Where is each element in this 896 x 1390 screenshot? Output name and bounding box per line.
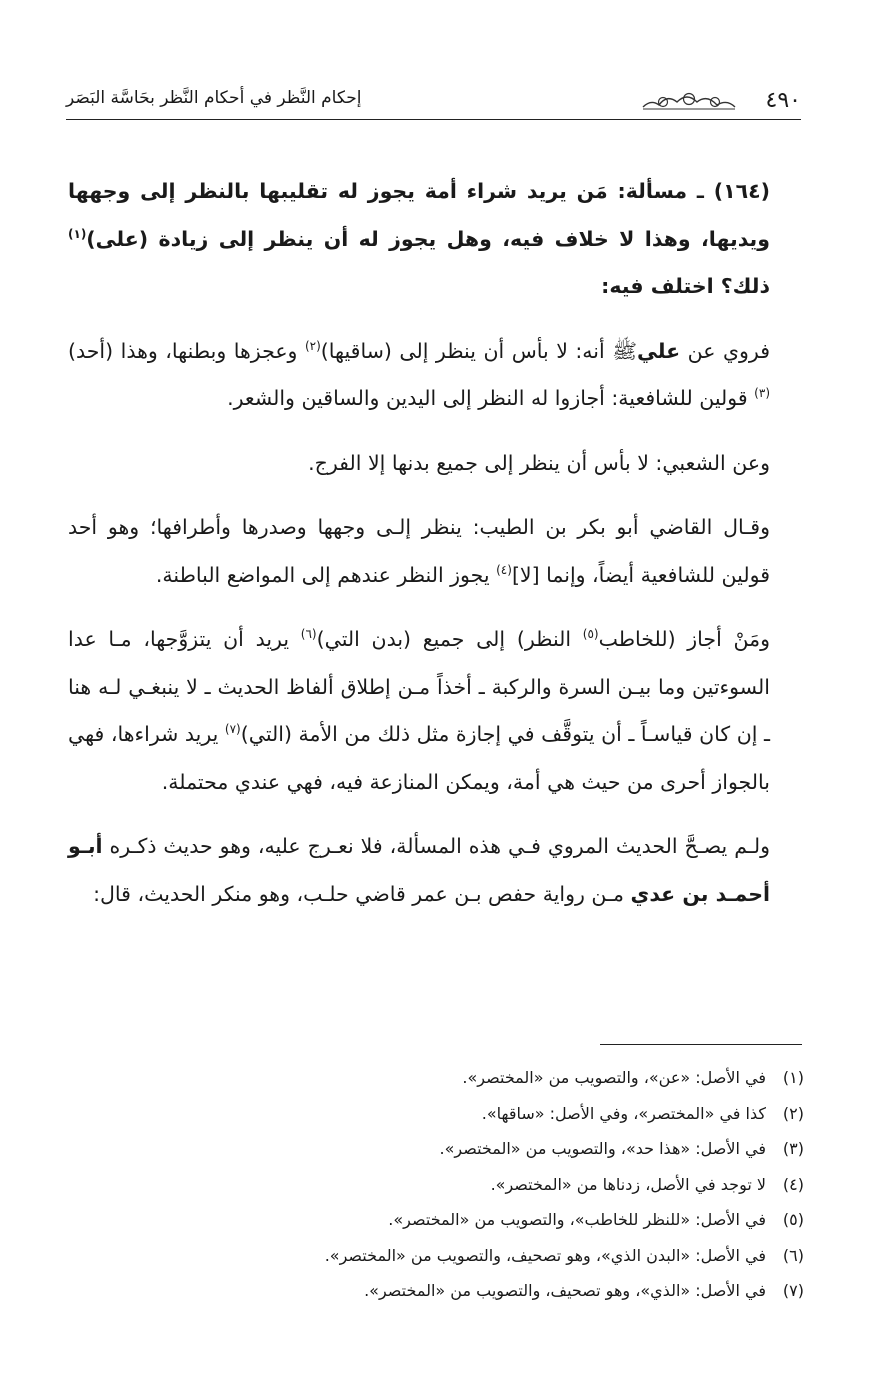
footnote-item: (٧)في الأصل: «الذي»، وهو تصحيف، والتصويب من «المختصر». — [364, 1281, 804, 1300]
footnote-item: (١)في الأصل: «عن»، والتصويب من «المختصر». — [462, 1068, 804, 1087]
footnote-ref: (٤) — [496, 562, 512, 577]
paragraph-shabi: وعن الشعبي: لا بأس أن ينظر إلى جميع بدنها إلا الفرج. — [308, 450, 770, 475]
footnote-separator — [600, 1044, 802, 1045]
paragraph-khatib: ومَنْ أجاز (للخاطب$^{(٥)}$ النظر) إلى جميع (بدن التي)$^{(٦)}$ يريد أن يتزوَّجها، مـا عدا السوءتين وما بيـن السرة والركبة ـ أخذاً مـن إطلاق ألفاظ الحديث ـ لا ينبغـي لـه هنا ـ إن كان قياسـاً ـ أن يتوقَّف في إجازة مثل ذلك من الأمة (التي)$^{(٧)}$ يريد شراءها، فهي بالجواز أحرى من حيث هي أمة، ويمكن المنازعة فيه، فهي عندي محتملة. — [68, 627, 770, 794]
decorative-ornament-icon — [641, 90, 737, 112]
footnote-item: (٥)في الأصل: «للنظر للخاطب»، والتصويب من «المختصر». — [388, 1210, 804, 1229]
name-ibn-adi: أبـو أحمـد بن عدي — [68, 834, 770, 906]
footnote-ref: (٦) — [300, 627, 317, 642]
paragraph-hadith: ولـم يصـحَّ الحديث المروي فـي هذه المسألة، فلا نعـرج عليه، وهو حديث ذكـره أبـو أحمـد بن عدي مـن رواية حفص بـن عمر قاضي حلـب، وهو منكر الحديث، قال: — [68, 834, 770, 906]
page-header — [66, 84, 801, 120]
question-paragraph: (١٦٤) ـ مسألة: مَن يريد شراء أمة يجوز له تقليبها بالنظر إلى وجهها ويديها، وهذا لا خلاف فيه، وهل يجوز له أن ينظر إلى زيادة (على)$^{(١)}$ ذلك؟ اختلف فيه: — [68, 179, 770, 298]
footnote-item: (٦)في الأصل: «البدن الذي»، وهو تصحيف، والتصويب من «المختصر». — [324, 1245, 804, 1265]
footnote-ref: (١) — [68, 226, 87, 241]
footnote-ref: (٧) — [224, 722, 241, 737]
footnote-item: (٢)كذا في «المختصر»، وفي الأصل: «ساقها». — [481, 1103, 804, 1123]
footnote-ref: (٢) — [304, 338, 321, 353]
page-number: ٤٩٠ — [765, 88, 801, 113]
footnote-ref: (٥) — [582, 627, 599, 642]
name-ali: علي — [636, 338, 681, 363]
paragraph-ali: فروي عن عليﷺ أنه: لا بأس أن ينظر إلى (ساقيها)$^{(٢)}$ وعجزها وبطنها، وهذا (أحد)$^{(٣)}$ قولين للشافعية: أجازوا له النظر إلى اليدين والساقين والشعر. — [68, 338, 770, 410]
paragraph-qadi: وقـال القاضي أبو بكر بن الطيب: ينظر إلـى وجهها وصدرها وأطرافها؛ وهو أحد قولين للشافعية أيضاً، وإنما [لا]$^{(٤)}$ يجوز النظر عندهم إلى المواضع الباطنة. — [68, 515, 770, 587]
footnote-ref: (٣) — [754, 386, 770, 401]
header-rule — [66, 119, 801, 120]
running-title: إحكام النَّظر في أحكام النَّظر بحَاسَّة البَصَر — [66, 88, 362, 108]
footnote-item: (٤)لا توجد في الأصل، زدناها من «المختصر». — [490, 1174, 804, 1194]
footnotes-list — [68, 1060, 804, 1309]
footnote-item: (٣)في الأصل: «هذا حد»، والتصويب من «المختصر». — [439, 1139, 804, 1158]
main-text — [68, 168, 804, 918]
